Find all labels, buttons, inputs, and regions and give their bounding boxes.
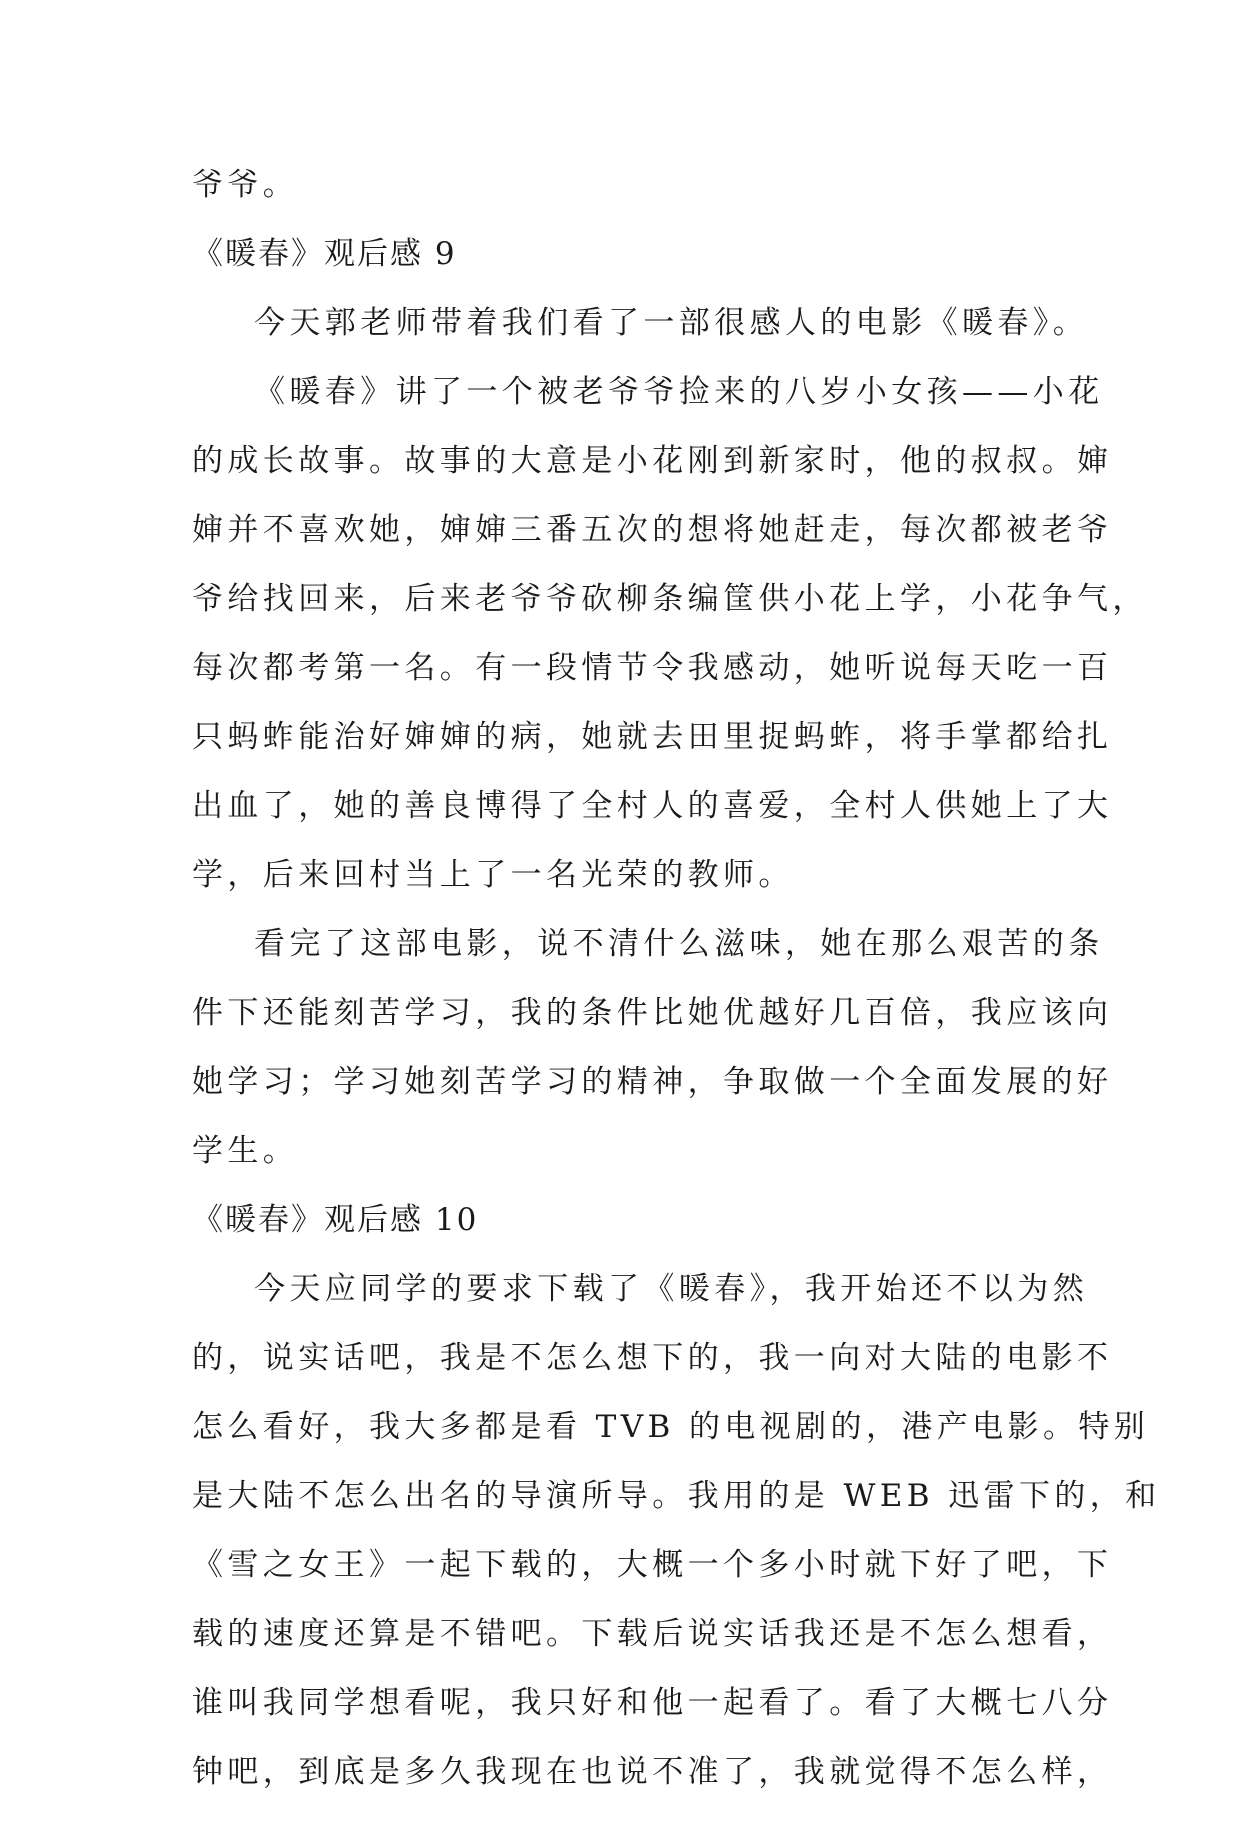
text-line: 学，后来回村当上了一名光荣的教师。 (192, 857, 794, 893)
essay-heading: 《暖春》观后感 9 (192, 236, 457, 272)
text-line: 《雪之女王》一起下载的，大概一个多小时就下好了吧，下 (192, 1547, 1113, 1583)
text-line: 爷爷。 (192, 167, 299, 203)
text-line: 学生。 (192, 1133, 299, 1169)
text-line: 出血了，她的善良博得了全村人的喜爱，全村人供她上了大 (192, 788, 1113, 824)
text-line: 是大陆不怎么出名的导演所导。我用的是 WEB 迅雷下的，和 (192, 1478, 1161, 1514)
text-line: 载的速度还算是不错吧。下载后说实话我还是不怎么想看， (192, 1616, 1113, 1652)
text-line: 每次都考第一名。有一段情节令我感动，她听说每天吃一百 (192, 650, 1113, 686)
text-line: 只蚂蚱能治好婶婶的病，她就去田里捉蚂蚱，将手掌都给扎 (192, 719, 1113, 755)
document-body (192, 165, 1161, 1821)
text-line: 爷给找回来，后来老爷爷砍柳条编筐供小花上学，小花争气， (192, 581, 1148, 617)
text-line: 的成长故事。故事的大意是小花刚到新家时，他的叔叔。婶 (192, 443, 1113, 479)
essay-heading: 《暖春》观后感 10 (192, 1202, 479, 1238)
text-line: 婶并不喜欢她，婶婶三番五次的想将她赶走，每次都被老爷 (192, 512, 1113, 548)
text-line: 件下还能刻苦学习，我的条件比她优越好几百倍，我应该向 (192, 995, 1113, 1031)
text-line: 今天郭老师带着我们看了一部很感人的电影《暖春》。 (254, 305, 1089, 341)
text-line: 的，说实话吧，我是不怎么想下的，我一向对大陆的电影不 (192, 1340, 1113, 1376)
text-line: 今天应同学的要求下载了《暖春》，我开始还不以为然 (254, 1271, 1089, 1307)
text-line: 看完了这部电影，说不清什么滋味，她在那么艰苦的条 (254, 926, 1104, 962)
text-line: 怎么看好，我大多都是看 TVB 的电视剧的，港产电影。特别 (192, 1409, 1150, 1445)
text-line: 钟吧，到底是多久我现在也说不准了，我就觉得不怎么样， (192, 1754, 1113, 1790)
text-line: 《暖春》讲了一个被老爷爷捡来的八岁小女孩——小花 (254, 374, 1104, 410)
text-line: 她学习；学习她刻苦学习的精神，争取做一个全面发展的好 (192, 1064, 1113, 1100)
text-line: 谁叫我同学想看呢，我只好和他一起看了。看了大概七八分 (192, 1685, 1113, 1721)
